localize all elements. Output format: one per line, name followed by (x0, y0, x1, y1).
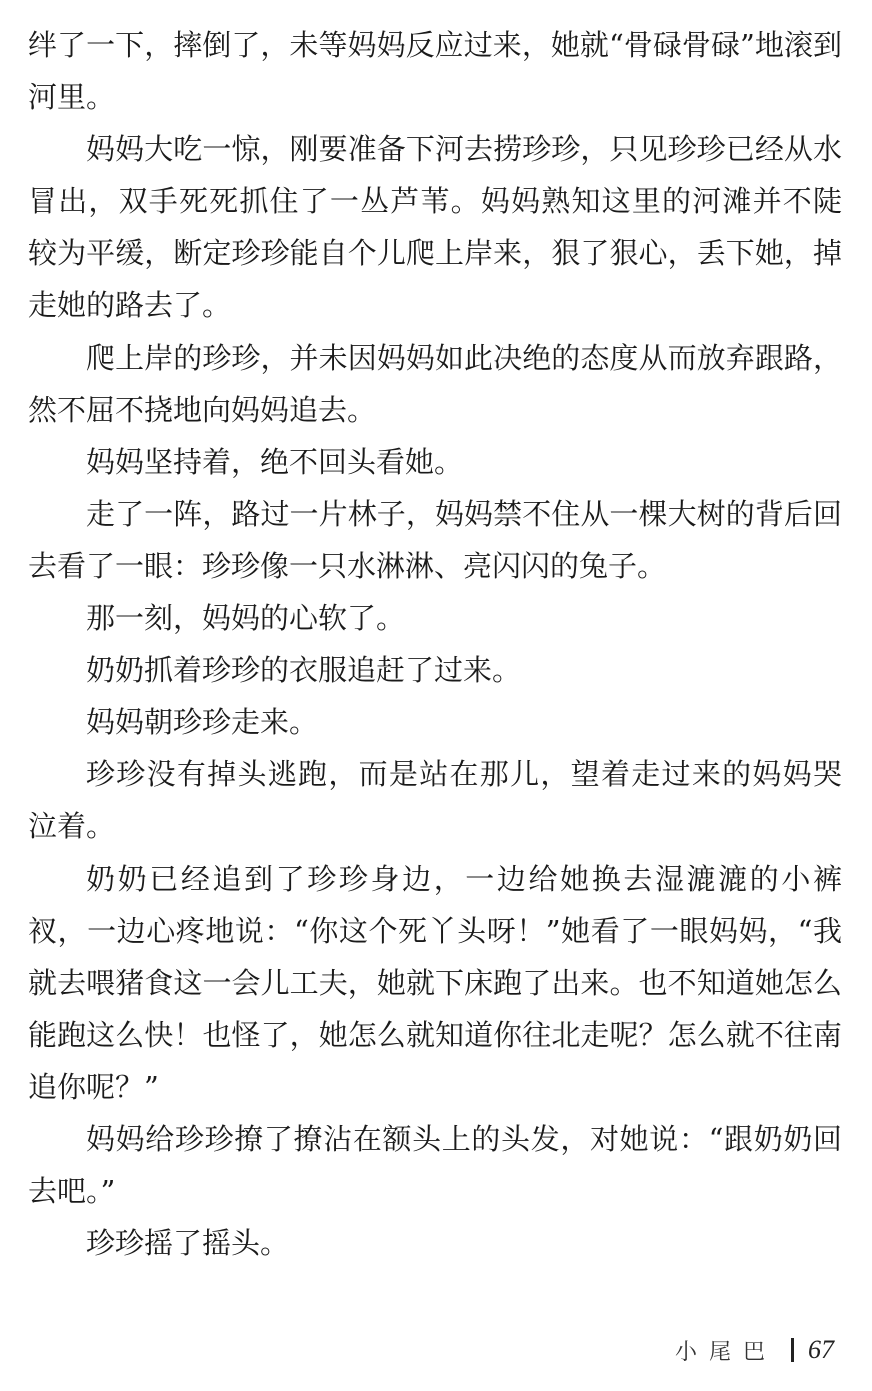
text-line: 那一刻，妈妈的心软了。 (86, 601, 406, 636)
text-line: 走了一阵，路过一片林子，妈妈禁不住从一棵大树的背后回 (86, 496, 842, 531)
text-line: 走她的路去了。 (28, 288, 232, 323)
text-line: 然不屈不挠地向妈妈追去。 (28, 392, 377, 427)
page-number: 67 (808, 1335, 834, 1364)
page-footer (675, 1330, 834, 1370)
text-line: 能跑这么快！也怪了，她怎么就知道你往北走呢？怎么就不往南 (28, 1017, 842, 1052)
text-line: 冒出，双手死死抓住了一丛芦苇。妈妈熟知这里的河滩并不陡 (28, 184, 842, 219)
text-line: 妈妈给珍珍撩了撩沾在额头上的头发，对她说：“跟奶奶回 (86, 1121, 842, 1156)
text-line: 妈妈大吃一惊，刚要准备下河去捞珍珍，只见珍珍已经从水 (86, 132, 842, 167)
text-line: 珍珍摇了摇头。 (86, 1226, 290, 1261)
text-line: 去看了一眼：珍珍像一只水淋淋、亮闪闪的兔子。 (28, 548, 667, 583)
text-line: 奶奶抓着珍珍的衣服追赶了过来。 (86, 653, 522, 688)
footer-divider (791, 1338, 794, 1362)
text-line: 衩，一边心疼地说：“你这个死丫头呀！”她看了一眼妈妈，“我 (28, 913, 842, 948)
page-body (28, 19, 842, 1269)
text-line: 妈妈坚持着，绝不回头看她。 (86, 444, 464, 479)
running-title: 小尾巴 (674, 1339, 777, 1365)
text-line: 珍珍没有掉头逃跑，而是站在那儿，望着走过来的妈妈哭 (86, 757, 842, 792)
text-line: 去吧。” (28, 1174, 116, 1209)
text-line: 泣着。 (28, 809, 116, 844)
text-line: 较为平缓，断定珍珍能自个儿爬上岸来，狠了狠心，丢下她，掉 (28, 236, 842, 271)
text-line: 就去喂猪食这一会儿工夫，她就下床跑了出来。也不知道她怎么 (28, 965, 842, 1000)
text-line: 追你呢？” (28, 1069, 159, 1104)
text-line: 爬上岸的珍珍，并未因妈妈如此决绝的态度从而放弃跟路， (86, 340, 842, 375)
text-line: 河里。 (28, 80, 116, 115)
text-line: 妈妈朝珍珍走来。 (86, 705, 319, 740)
text-line: 绊了一下，摔倒了，未等妈妈反应过来，她就“骨碌骨碌”地滚到 (28, 28, 842, 62)
text-line: 奶奶已经追到了珍珍身边，一边给她换去湿漉漉的小裤 (86, 861, 842, 896)
